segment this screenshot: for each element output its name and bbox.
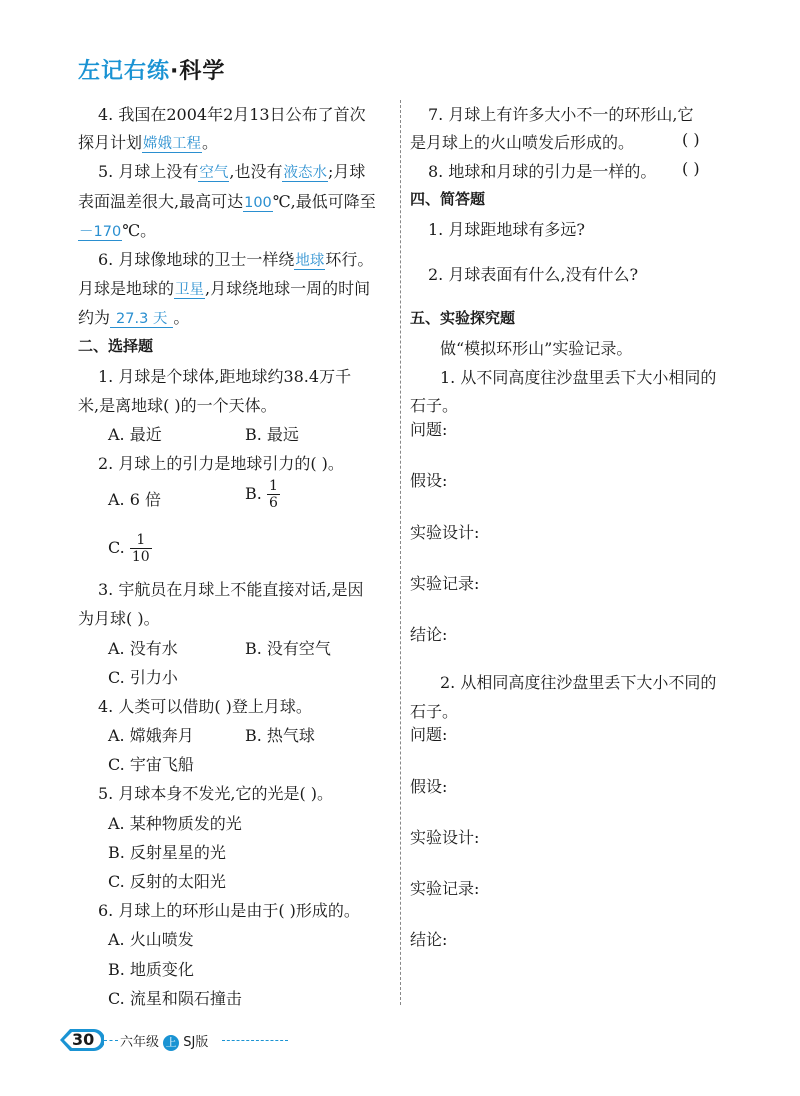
text: 表面温差很大,最高可达 bbox=[78, 192, 244, 211]
s1-question: 1. 月球距地球有多远? bbox=[428, 220, 585, 239]
subject-name: 科学 bbox=[179, 59, 226, 84]
c2-option-a: A. 6 倍 bbox=[108, 490, 161, 509]
text: 月球是地球的 bbox=[78, 279, 175, 298]
c3-option-b: B. 没有空气 bbox=[245, 639, 331, 658]
denominator: 6 bbox=[268, 495, 278, 511]
c3-option-a: A. 没有水 bbox=[108, 639, 178, 658]
c5-option-a: A. 某种物质发的光 bbox=[108, 814, 242, 833]
c2-stem: 2. 月球上的引力是地球引力的( )。 bbox=[98, 454, 344, 473]
fraction bbox=[130, 532, 152, 565]
footer-dash-right bbox=[222, 1040, 288, 1041]
text: ,月球绕地球一周的时间 bbox=[205, 279, 371, 298]
c6-option-a: A. 火山喷发 bbox=[108, 930, 194, 949]
q6-line2 bbox=[78, 276, 370, 299]
text: 六年级 bbox=[120, 1035, 160, 1050]
denominator: 10 bbox=[131, 549, 150, 565]
e2-record-field: 实验记录: bbox=[410, 879, 480, 898]
column-divider bbox=[400, 100, 401, 1005]
e2-line2: 石子。 bbox=[410, 702, 459, 721]
s2-question: 2. 月球表面有什么,没有什么? bbox=[428, 265, 639, 284]
e1-question-field: 问题: bbox=[410, 420, 448, 439]
q5-line3 bbox=[78, 218, 156, 241]
answer-blank: －170 bbox=[79, 224, 122, 240]
c1-option-b: B. 最远 bbox=[245, 425, 299, 444]
c1-option-a: A. 最近 bbox=[108, 425, 162, 444]
c6-option-c: C. 流星和陨石撞击 bbox=[108, 989, 242, 1008]
e2-conclusion-field: 结论: bbox=[410, 930, 448, 949]
text: ℃。 bbox=[122, 221, 157, 240]
c6-stem: 6. 月球上的环形山是由于( )形成的。 bbox=[98, 901, 360, 920]
c6-option-b: B. 地质变化 bbox=[108, 960, 194, 979]
numerator: 1 bbox=[130, 532, 152, 549]
e1-conclusion-field: 结论: bbox=[410, 625, 448, 644]
text: 。 bbox=[173, 308, 190, 327]
text: 探月计划 bbox=[78, 133, 143, 152]
text: 。 bbox=[202, 133, 219, 152]
text: SJ版 bbox=[183, 1035, 209, 1050]
answer-blank: 地球 bbox=[295, 253, 325, 269]
text: ,也没有 bbox=[229, 162, 283, 181]
c4-option-b: B. 热气球 bbox=[245, 726, 315, 745]
c4-option-c: C. 宇宙飞船 bbox=[108, 755, 194, 774]
numerator: 1 bbox=[268, 478, 278, 494]
text: ℃,最低可降至 bbox=[272, 192, 376, 211]
q6-line3 bbox=[78, 305, 189, 328]
c1-line2: 米,是离地球( )的一个天体。 bbox=[78, 396, 277, 415]
q5-line2 bbox=[78, 189, 376, 212]
answer-blank: 空气 bbox=[199, 165, 229, 181]
q4-line1: 4. 我国在2004年2月13日公布了首次 bbox=[98, 105, 366, 124]
title-dot: · bbox=[170, 59, 180, 84]
q6-line1 bbox=[98, 247, 373, 270]
section-heading-choice: 二、选择题 bbox=[78, 337, 154, 355]
e1-hypothesis-field: 假设: bbox=[410, 471, 448, 490]
q5-line1 bbox=[98, 159, 365, 182]
c3-line2: 为月球( )。 bbox=[78, 609, 160, 628]
e2-question-field: 问题: bbox=[410, 725, 448, 744]
c4-option-a: A. 嫦娥奔月 bbox=[108, 726, 194, 745]
grade-label bbox=[120, 1031, 208, 1051]
c5-stem: 5. 月球本身不发光,它的光是( )。 bbox=[98, 784, 334, 803]
text: 6. 月球像地球的卫士一样绕 bbox=[98, 250, 295, 269]
e1-design-field: 实验设计: bbox=[410, 523, 480, 542]
e1-line1: 1. 从不同高度往沙盘里丢下大小相同的 bbox=[440, 368, 717, 387]
fraction bbox=[267, 478, 280, 511]
c2-option-b bbox=[245, 478, 280, 511]
c3-line1: 3. 宇航员在月球上不能直接对话,是因 bbox=[98, 580, 364, 599]
j7-line1: 7. 月球上有许多大小不一的环形山,它 bbox=[428, 105, 694, 124]
e1-record-field: 实验记录: bbox=[410, 574, 480, 593]
book-title bbox=[78, 54, 225, 85]
series-name: 左记右练 bbox=[78, 59, 171, 84]
experiment-intro: 做“模拟环形山”实验记录。 bbox=[440, 339, 633, 358]
c1-line1: 1. 月球是个球体,距地球约38.4万千 bbox=[98, 367, 352, 386]
page-number: 30 bbox=[72, 1030, 95, 1049]
section-heading-experiment: 五、实验探究题 bbox=[410, 309, 516, 327]
answer-blank: 卫星 bbox=[175, 282, 205, 298]
e1-line2: 石子。 bbox=[410, 396, 459, 415]
e2-hypothesis-field: 假设: bbox=[410, 777, 448, 796]
answer-blank: 27.3 天 bbox=[110, 311, 173, 328]
q4-line2 bbox=[78, 130, 218, 153]
j8-stem: 8. 地球和月球的引力是一样的。 bbox=[428, 162, 657, 181]
volume-badge: 上 bbox=[163, 1035, 179, 1051]
c5-option-c: C. 反射的太阳光 bbox=[108, 872, 226, 891]
text: 约为 bbox=[78, 308, 111, 327]
j7-answer-paren: ( ) bbox=[682, 130, 700, 149]
text: ;月球 bbox=[327, 162, 366, 181]
text: C. bbox=[108, 538, 125, 557]
section-heading-short-answer: 四、简答题 bbox=[410, 190, 486, 208]
e2-design-field: 实验设计: bbox=[410, 828, 480, 847]
footer-dash-left bbox=[104, 1040, 118, 1041]
text: 5. 月球上没有 bbox=[98, 162, 199, 181]
j7-line2: 是月球上的火山喷发后形成的。 bbox=[410, 133, 635, 152]
c4-stem: 4. 人类可以借助( )登上月球。 bbox=[98, 697, 312, 716]
answer-blank: 嫦娥工程 bbox=[143, 136, 202, 152]
c2-option-c bbox=[108, 532, 152, 565]
e2-line1: 2. 从相同高度往沙盘里丢下大小不同的 bbox=[440, 673, 717, 692]
j8-answer-paren: ( ) bbox=[682, 159, 700, 178]
answer-blank: 100 bbox=[244, 195, 272, 211]
answer-blank: 液态水 bbox=[283, 165, 327, 181]
text: 环行。 bbox=[325, 250, 374, 269]
text: B. bbox=[245, 484, 262, 503]
c5-option-b: B. 反射星星的光 bbox=[108, 843, 226, 862]
c3-option-c: C. 引力小 bbox=[108, 668, 178, 687]
